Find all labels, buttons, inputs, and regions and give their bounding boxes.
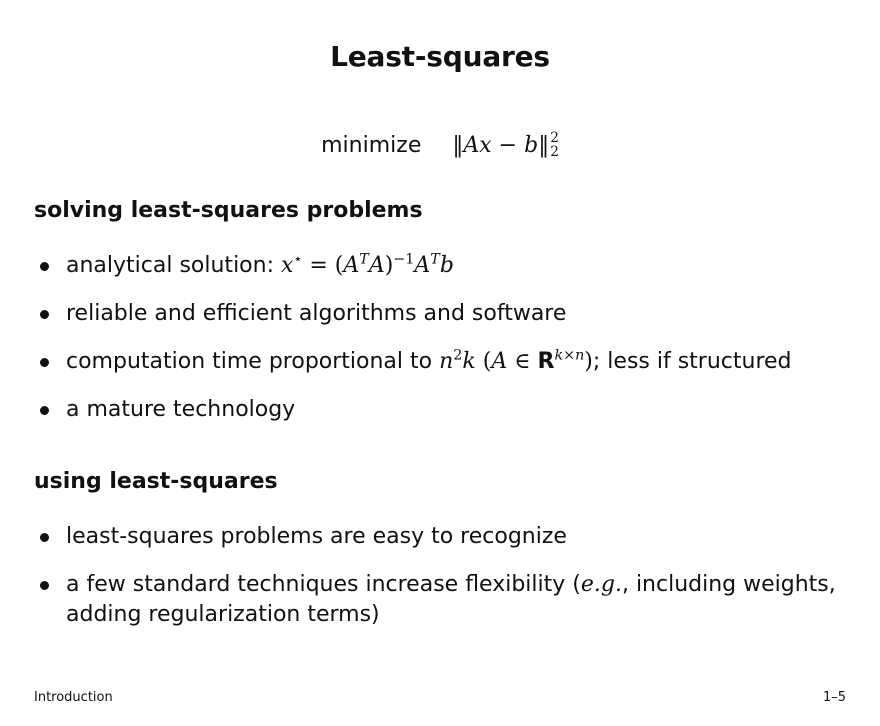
list-item: [36, 395, 792, 425]
list-item-text: a few standard techniques increase flexibility (: [66, 572, 581, 597]
norm-close: ‖: [538, 132, 550, 158]
list-item: [36, 299, 792, 329]
list-item-text: least-squares problems are easy to recognize: [66, 524, 567, 549]
bullet-list-solving: [36, 251, 792, 425]
list-item: [36, 522, 836, 552]
norm-open: ‖: [452, 132, 464, 158]
bullet-icon: [40, 581, 49, 590]
bullet-icon: [40, 310, 49, 319]
bullet-icon: [40, 358, 49, 367]
slide-title: Least-squares: [330, 40, 550, 73]
var-b: b: [524, 132, 539, 158]
minus-sign: −: [491, 132, 525, 158]
objective-expression: [452, 130, 559, 160]
norm-power-sub: [550, 132, 559, 159]
section-heading-solving: solving least-squares problems: [34, 198, 423, 223]
section-heading-using: using least-squares: [34, 469, 278, 494]
list-item-text: analytical solution:: [66, 253, 281, 278]
list-item-text-line2: adding regularization terms): [66, 602, 380, 627]
var-x: x: [479, 132, 492, 158]
objective-formula: [0, 132, 880, 159]
bullet-icon: [40, 533, 49, 542]
bullet-icon: [40, 406, 49, 415]
list-item-text: a mature technology: [66, 397, 296, 422]
formula-complexity: $n^2k$ (A ∈ $R^{k\times n}$): [439, 347, 593, 374]
list-item-text: computation time proportional to: [66, 349, 440, 374]
list-item-text-cont: , including weights,: [621, 572, 836, 597]
eg-abbreviation: e.g.: [580, 572, 622, 597]
bullet-list-using: [36, 522, 836, 630]
list-item: [36, 347, 792, 377]
norm-power: 2: [550, 130, 559, 146]
list-item: [36, 570, 836, 630]
formula-analytical-solution: $x^⋆ = (A^TA)^{-1}A^Tb$: [280, 251, 454, 278]
objective-word: minimize: [321, 132, 422, 158]
list-item-text-tail: ; less if structured: [592, 349, 792, 374]
footer-page-number: 1–5: [822, 690, 846, 705]
list-item-text: reliable and efficient algorithms and software: [66, 301, 567, 326]
matrix-a: A: [463, 132, 480, 158]
list-item: [36, 251, 792, 281]
norm-subscript: 2: [550, 143, 559, 160]
bullet-icon: [40, 262, 49, 271]
footer-section-name: Introduction: [34, 690, 113, 705]
